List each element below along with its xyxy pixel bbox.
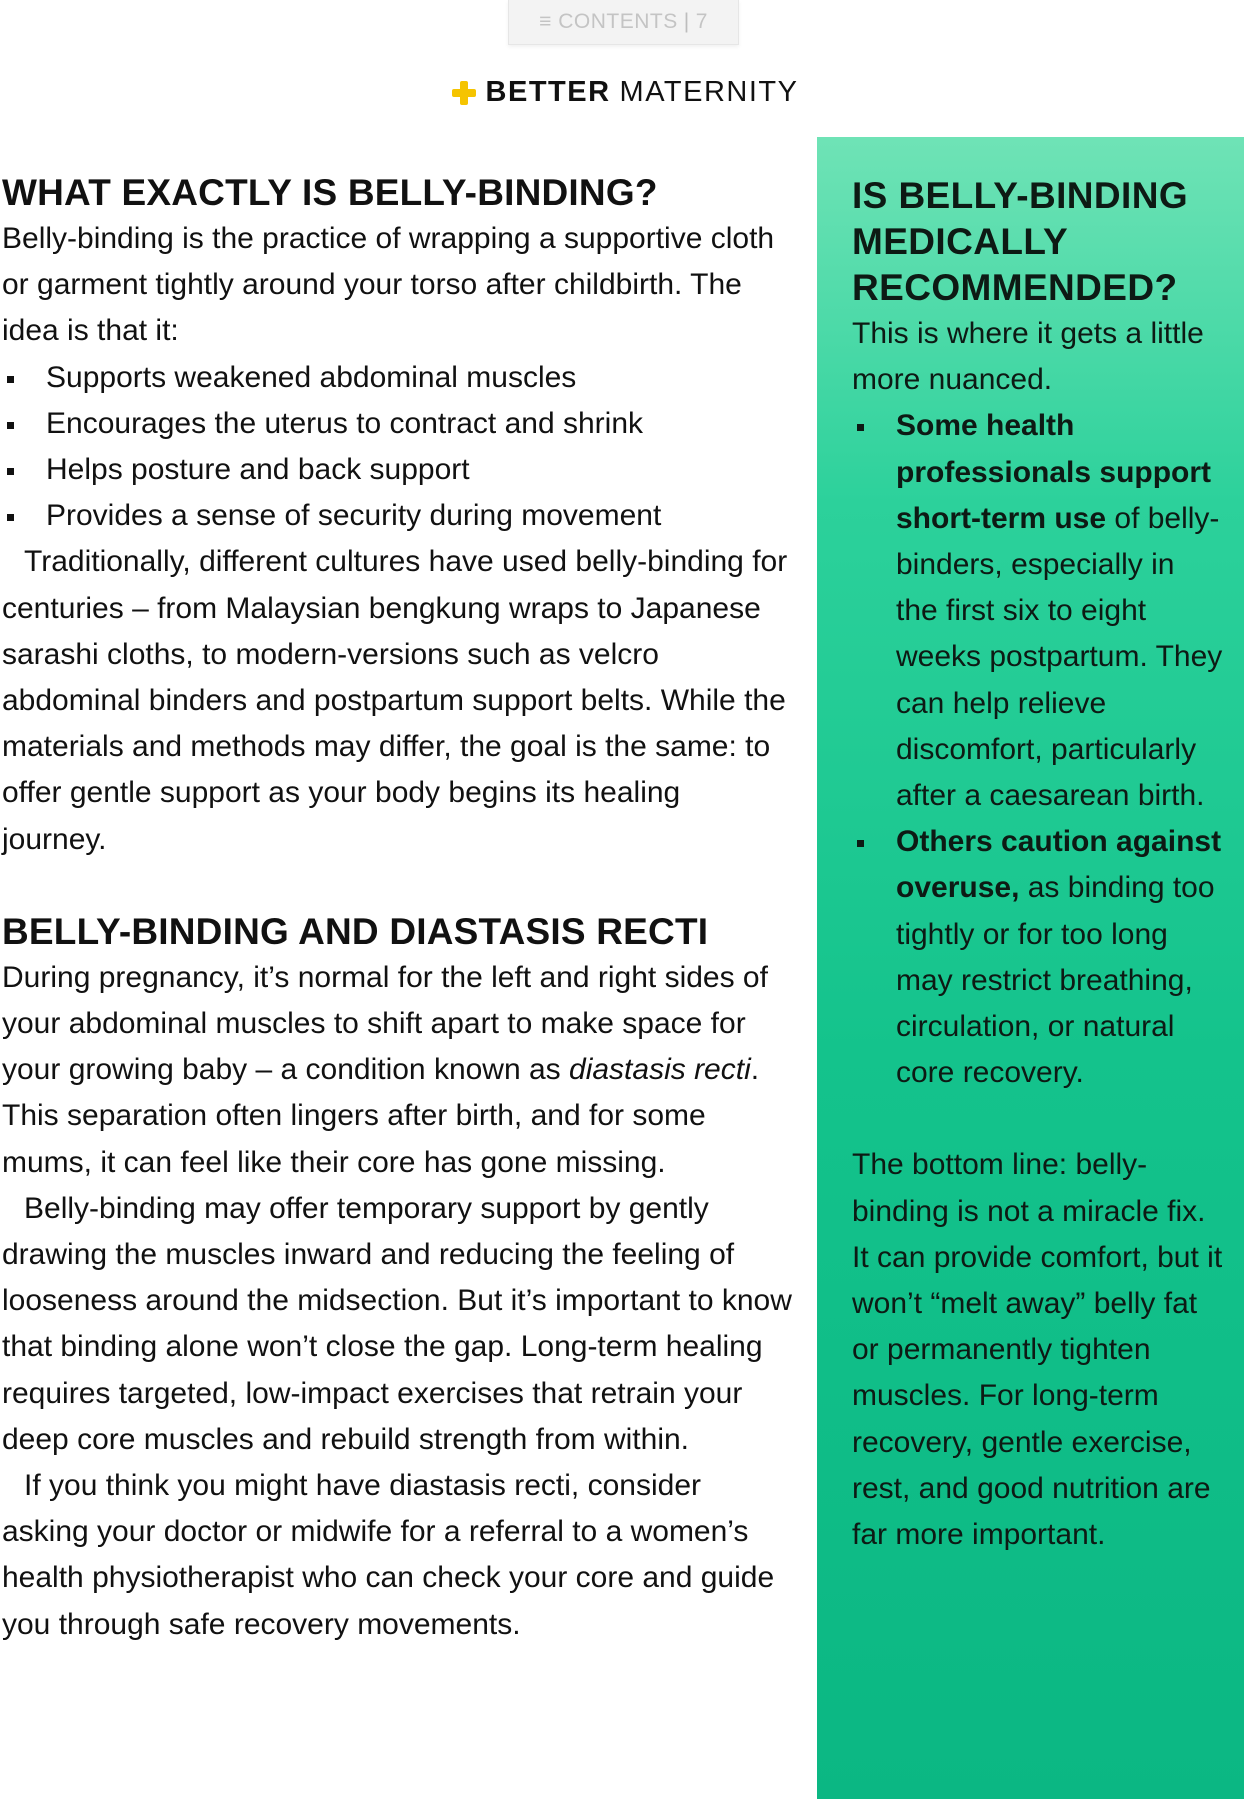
brand-header	[0, 76, 1250, 109]
sidebar-heading: IS BELLY-BINDING MEDICALLY RECOMMENDED?	[852, 175, 1189, 308]
section1-bullet-list	[2, 355, 792, 540]
contents-label: ≡ CONTENTS	[539, 10, 678, 33]
bold-lead: Some health professionals support short-term use	[896, 409, 1212, 535]
section1-paragraph: Traditionally, different cultures have used belly-binding for centuries – from Malaysian bengkung wraps to Japanese sarashi cloths, to modern-versions such as velcro abdominal binders and postpartum support belts. While the materials and methods may differ, the goal is the same: to offer gentle support as your body begins its healing journey.	[2, 545, 788, 856]
sidebar-intro: This is where it gets a little more nuanced.	[852, 317, 1204, 397]
list-item: Encourages the uterus to contract and shrink	[2, 401, 792, 447]
section2-paragraph-2: Belly-binding may offer temporary support by gently drawing the muscles inward and reducing the feeling of looseness around the midsection. But it’s important to know that binding alone won’t close the gap. Long-term healing requires targeted, low-impact exercises that retrain your deep core muscles and rebuild strength from within.	[2, 1191, 792, 1456]
section-gap	[852, 1096, 1224, 1142]
italic-term: diastasis recti	[569, 1053, 751, 1087]
text-run: as binding too tightly or for too long may restrict breathing, circulation, or natural core recovery.	[896, 871, 1215, 1090]
brand-bold-text: BETTER	[485, 76, 611, 108]
separator: |	[683, 10, 690, 33]
list-item	[852, 403, 1224, 819]
list-item: Provides a sense of security during movement	[2, 493, 792, 539]
list-item	[852, 819, 1224, 1096]
contents-nav-button[interactable]	[508, 0, 739, 45]
bold-lead: Others caution against overuse,	[896, 825, 1222, 905]
section1-intro: Belly-binding is the practice of wrapping a supportive cloth or garment tightly around your torso after childbirth. The idea is that it:	[2, 222, 775, 348]
list-item: Supports weakened abdominal muscles	[2, 355, 792, 401]
section-gap	[2, 863, 792, 909]
sidebar-bullet-list	[852, 403, 1224, 1096]
section2-heading: BELLY-BINDING AND DIASTASIS RECTI	[2, 910, 709, 952]
plus-cross-icon	[452, 81, 476, 105]
section1-heading: WHAT EXACTLY IS BELLY-BINDING?	[2, 172, 658, 213]
text-run: During pregnancy, it’s normal for the left and right sides of your abdominal muscles to shift apart to make space for your growing baby – a condition known as	[2, 960, 768, 1087]
section2-paragraph-1	[2, 955, 792, 1186]
main-article	[2, 170, 792, 1648]
page-number: 7	[695, 10, 708, 33]
sidebar-panel	[817, 137, 1244, 1799]
text-run: . This separation often lingers after birth, and for some mums, it can feel like their core has gone missing.	[2, 1053, 760, 1179]
text-run: of belly-binders, especially in the first six to eight weeks postpartum. They can help relieve discomfort, particularly after a caesarean birth.	[896, 501, 1223, 813]
brand-light-text: MATERNITY	[619, 76, 799, 108]
list-item: Helps posture and back support	[2, 447, 792, 493]
sidebar-bottom-line: The bottom line: belly-binding is not a miracle fix. It can provide comfort, but it won’t “melt away” belly fat or permanently tighten muscles. For long-term recovery, gentle exercise, rest, and good nutrition are far more important.	[852, 1148, 1223, 1552]
section2-paragraph-3: If you think you might have diastasis recti, consider asking your doctor or midwife for a referral to a women’s health physiotherapist who can check your core and guide you through safe recovery movements.	[2, 1469, 775, 1641]
